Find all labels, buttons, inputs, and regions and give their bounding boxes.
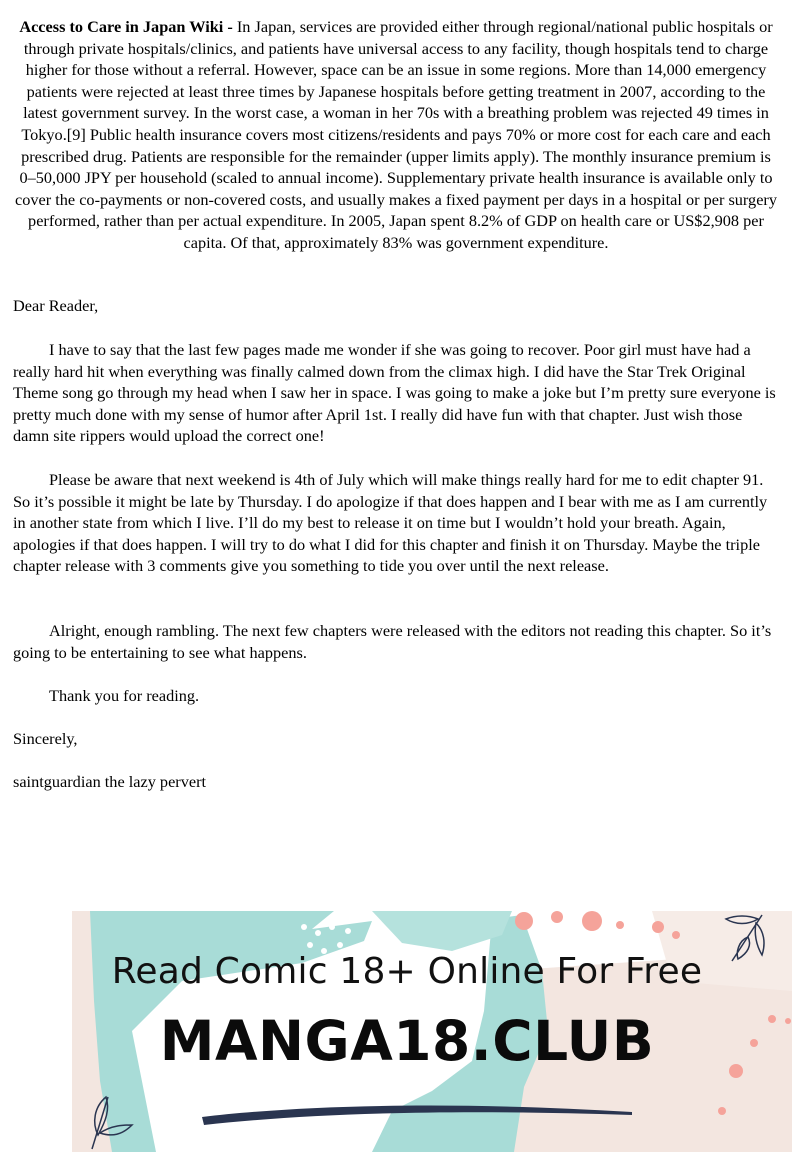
letter-paragraph: Alright, enough rambling. The next few chapters were released with the editors not reading this chapter. So it’s going to be entertaining to see what happens. (13, 621, 772, 662)
wiki-note (14, 16, 778, 254)
letter-paragraph: Please be aware that next weekend is 4th of July which will make things really hard for me to edit chapter 91. So it’s possible it might be late by Thursday. I do apologize if that does happen and I bear with me as I am currently in another state from which I live. I’ll do my best to release it on time but I wouldn’t hold your breath. Again, apologies if that does happen. I will try to do what I did for this chapter and finish it on Thursday. Maybe the triple chapter release with 3 comments give you something to tide you over until the next release. (13, 470, 768, 576)
letter-closing: Sincerely, (13, 729, 78, 748)
banner-tagline: Read Comic 18+ Online For Free (111, 951, 703, 992)
promo-banner[interactable] (72, 911, 792, 1152)
letter-paragraph: I have to say that the last few pages made me wonder if she was going to recover. Poor girl must have had a really hard hit when everything was finally calmed down from the climax high. I did have the Star Trek Original Theme song go through my head when I saw her in space. I was going to make a joke but I’m pretty sure everyone is pretty much done with my sense of humor after April 1st. I really did have fun with that chapter. Just wish those damn site rippers would upload the correct one! (13, 340, 776, 446)
wiki-note-body: In Japan, services are provided either through regional/national public hospitals or through private hospitals/clinics, and patients have universal access to any facility, though hospitals tend to charge higher for those without a referral. However, space can be an issue in some regions. More than 14,000 emergency patients were rejected at least three times by Japanese hospitals before getting treatment in 2007, according to the latest government survey. In the worst case, a woman in her 70s with a breathing problem was rejected 49 times in Tokyo.[9] Public health insurance covers most citizens/residents and pays 70% or more cost for each care and each prescribed drug. Patients are responsible for the remainder (upper limits apply). The monthly insurance premium is 0–50,000 JPY per household (scaled to annual income). Supplementary private health insurance is available only to cover the co-payments or non-covered costs, and usually makes a fixed payment per days in a hospital or per surgery performed, rather than per actual expenditure. In 2005, Japan spent 8.2% of GDP on health care or US$2,908 per capita. Of that, approximately 83% was government expenditure. (15, 17, 777, 252)
letter-greeting: Dear Reader, (13, 296, 99, 315)
letter-signature: saintguardian the lazy pervert (13, 772, 207, 791)
letter-paragraph: Thank you for reading. (49, 686, 200, 705)
wiki-note-title: Access to Care in Japan Wiki - (19, 17, 233, 36)
banner-site-link[interactable]: MANGA18.CLUB (159, 1009, 655, 1073)
